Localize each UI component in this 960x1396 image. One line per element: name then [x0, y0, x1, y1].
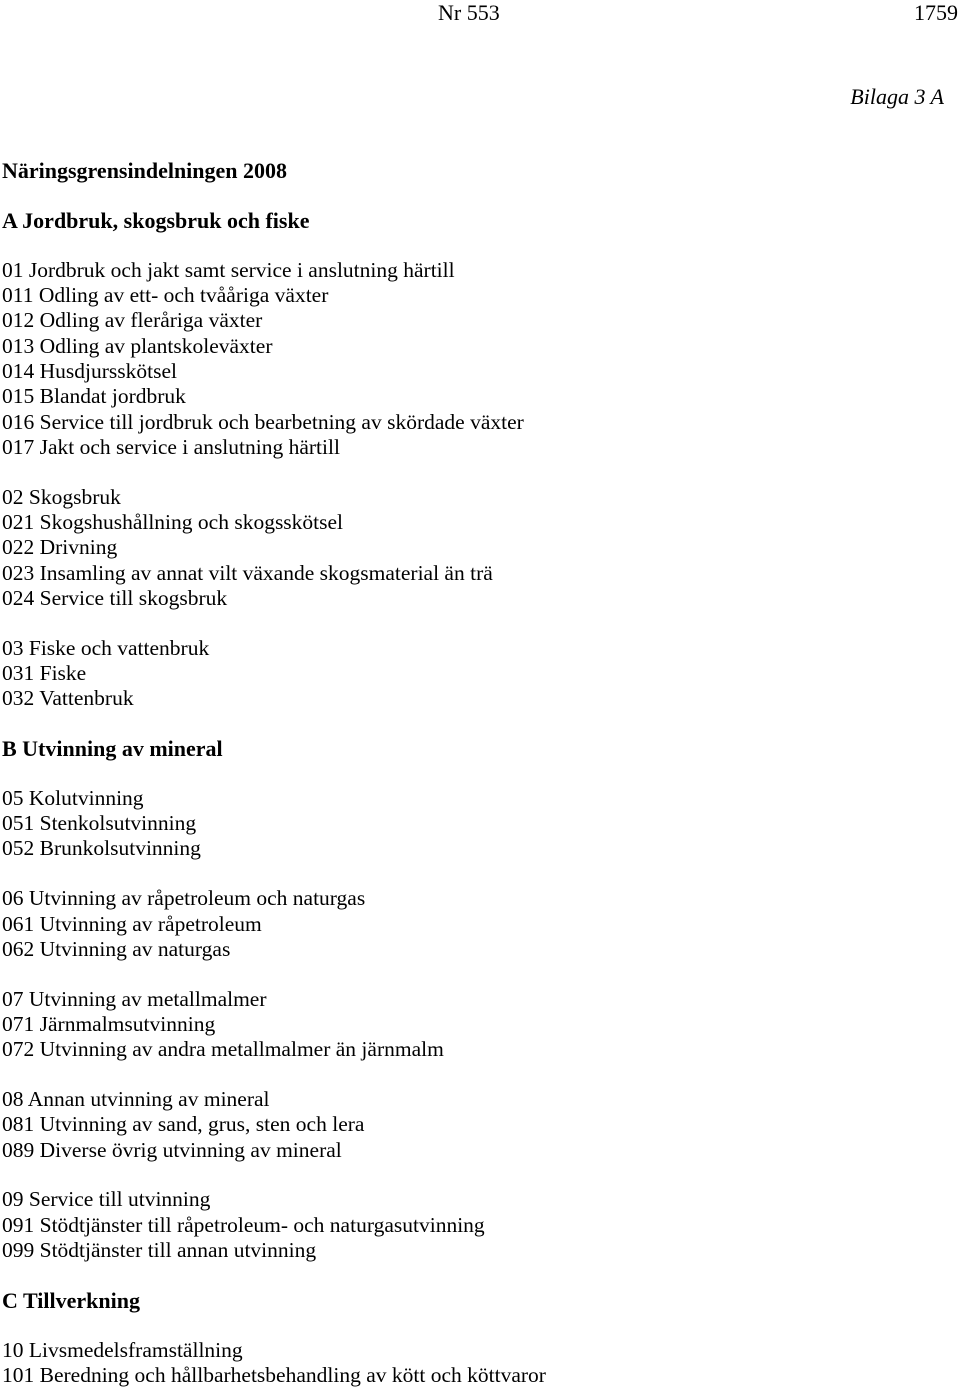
- code-group: [2, 1187, 952, 1263]
- code-group: [2, 886, 952, 962]
- group-entry: 011 Odling av ett- och tvååriga växter: [2, 283, 329, 308]
- group-entry: 015 Blandat jordbruk: [2, 384, 186, 409]
- section: [2, 736, 952, 1263]
- section-title: C Tillverkning: [2, 1287, 140, 1313]
- group-entry: 072 Utvinning av andra metallmalmer än järnmalm: [2, 1037, 444, 1062]
- group-entry: 021 Skogshushållning och skogsskötsel: [2, 509, 344, 534]
- classification-list: [2, 208, 952, 1388]
- group-entry: 061 Utvinning av råpetroleum: [2, 911, 262, 936]
- group-entry: 099 Stödtjänster till annan utvinning: [2, 1238, 317, 1262]
- division-entry: 08 Annan utvinning av mineral: [2, 1087, 270, 1112]
- code-group: [2, 786, 952, 862]
- group-entry: 014 Husdjursskötsel: [2, 358, 177, 383]
- division-entry: 02 Skogsbruk: [2, 484, 121, 509]
- division-entry: 01 Jordbruk och jakt samt service i anslutning härtill: [2, 257, 455, 282]
- division-entry: 07 Utvinning av metallmalmer: [2, 986, 267, 1011]
- group-entry: 012 Odling av fleråriga växter: [2, 308, 263, 333]
- appendix-label: Bilaga 3 A: [850, 84, 944, 109]
- group-entry: 023 Insamling av annat vilt växande skogsmaterial än trä: [2, 560, 493, 585]
- group-entry: 031 Fiske: [2, 660, 87, 685]
- code-group: [2, 987, 952, 1063]
- code-group: [2, 258, 952, 460]
- page-number: 1759: [914, 0, 958, 25]
- division-entry: 06 Utvinning av råpetroleum och naturgas: [2, 886, 366, 911]
- division-entry: 09 Service till utvinning: [2, 1187, 211, 1212]
- section: [2, 1288, 952, 1388]
- group-entry: 081 Utvinning av sand, grus, sten och lera: [2, 1112, 365, 1137]
- group-entry: 052 Brunkolsutvinning: [2, 836, 201, 861]
- division-entry: 05 Kolutvinning: [2, 785, 144, 810]
- group-entry: 051 Stenkolsutvinning: [2, 811, 197, 836]
- group-entry: 017 Jakt och service i anslutning härtill: [2, 434, 340, 459]
- group-entry: 016 Service till jordbruk och bearbetning av skördade växter: [2, 409, 524, 434]
- group-entry: 013 Odling av plantskoleväxter: [2, 333, 273, 358]
- group-entry: 022 Drivning: [2, 535, 118, 560]
- division-entry: 10 Livsmedelsframställning: [2, 1337, 243, 1362]
- section-title: A Jordbruk, skogsbruk och fiske: [2, 208, 310, 233]
- code-group: [2, 636, 952, 712]
- code-group: [2, 485, 952, 611]
- code-group: [2, 1338, 952, 1389]
- group-entry: 101 Beredning och hållbarhetsbehandling av kött och köttvaror: [2, 1362, 546, 1387]
- division-entry: 03 Fiske och vattenbruk: [2, 635, 210, 660]
- document-number: Nr 553: [438, 0, 500, 25]
- group-entry: 032 Vattenbruk: [2, 686, 134, 711]
- group-entry: 024 Service till skogsbruk: [2, 585, 228, 610]
- group-entry: 071 Järnmalmsutvinning: [2, 1011, 216, 1036]
- document-title: Näringsgrensindelningen 2008: [2, 158, 288, 183]
- section-title: B Utvinning av mineral: [2, 736, 223, 762]
- group-entry: 091 Stödtjänster till råpetroleum- och naturgasutvinning: [2, 1212, 485, 1237]
- code-group: [2, 1087, 952, 1163]
- section: [2, 208, 952, 712]
- group-entry: 062 Utvinning av naturgas: [2, 936, 231, 961]
- group-entry: 089 Diverse övrig utvinning av mineral: [2, 1137, 342, 1162]
